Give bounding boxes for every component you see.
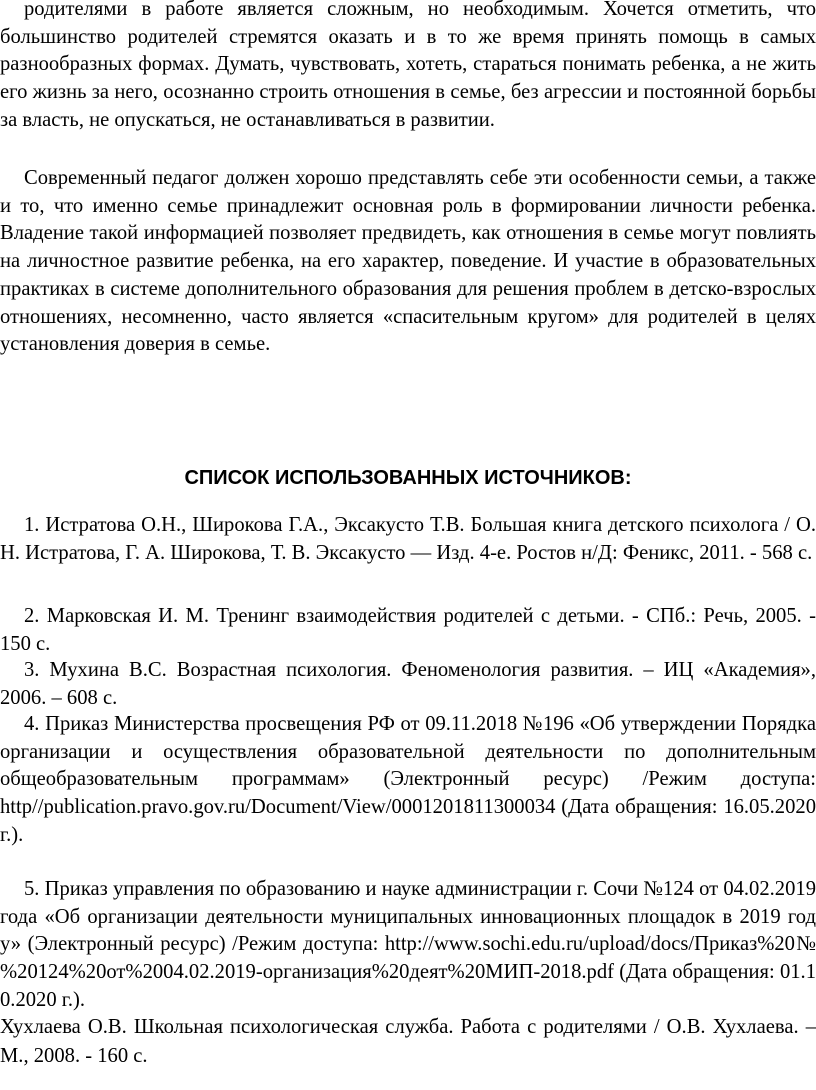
reference-item: 3. Мухина В.С. Возрастная психология. Феноменология развития. – ИЦ «Академия», 2006. – 608 с. [0, 659, 816, 709]
reference-item: 1. Истратова О.Н., Широкова Г.А., Эксакусто Т.В. Большая книга детского психолога / О. Н. Истратова, Г. А. Широкова, Т. В. Эксакусто — Изд. 4-е. Ростов н/Д: Феникс, 2011. - 568 с. [0, 514, 816, 564]
reference-item: 4. Приказ Министерства просвещения РФ от 09.11.2018 №196 «Об утверждении Порядка организации и осуществления образовательной деятельности по дополнительным общеобразовательным программам» (Электронный ресурс) /Режим доступа: http//publication.pravo.gov.ru/Document/View/0001201811300034 (Дата обращения: 16.05.2020 г.). [0, 713, 816, 846]
body-paragraph: Современный педагог должен хорошо представлять себе эти особенности семьи, а также и то, что именно семье принадлежит основная роль в формировании личности ребенка. Владение такой информацией позволяет предвидеть, как отношения в семье могут повлиять на личностное развитие ребенка, на его характер, поведение. И участие в образовательных практиках в системе дополнительного образования для решения проблем в детско-взрослых отношениях, несомненно, часто является «спасительным кругом» для родителей в целях установления доверия в семье. [0, 167, 816, 356]
reference-item: 5. Приказ управления по образованию и науке администрации г. Сочи №124 от 04.02.2019 года «Об организации деятельности муниципальных инновационных площадок в 2019 году» (Электронный ресурс) /Режим доступа: http://www.sochi.edu.ru/upload/docs/Приказ%20№%20124%20от%2004.02.2019-организация%20деят%20МИП-2018.pdf (Дата обращения: 01.10.2020 г.). [0, 878, 816, 1011]
references-heading: СПИСОК ИСПОЛЬЗОВАННЫХ ИСТОЧНИКОВ: [184, 467, 632, 489]
reference-item: 2. Марковская И. М. Тренинг взаимодействия родителей с детьми. - СПб.: Речь, 2005. - 150 с. [0, 605, 816, 655]
body-paragraph: родителями в работе является сложным, но необходимым. Хочется отметить, что большинство родителей стремятся оказать и в то же время принять помощь в самых разнообразных формах. Думать, чувствовать, хотеть, стараться понимать ребенка, а не жить его жизнь за него, осознанно строить отношения в семье, без агрессии и постоянной борьбы за власть, не опускаться, не останавливаться в развитии. [0, 0, 816, 131]
reference-item: Хухлаева О.В. Школьная психологическая служба. Работа с родителями / О.В. Хухлаева. – М., 2008. - 160 с. [0, 1016, 816, 1067]
